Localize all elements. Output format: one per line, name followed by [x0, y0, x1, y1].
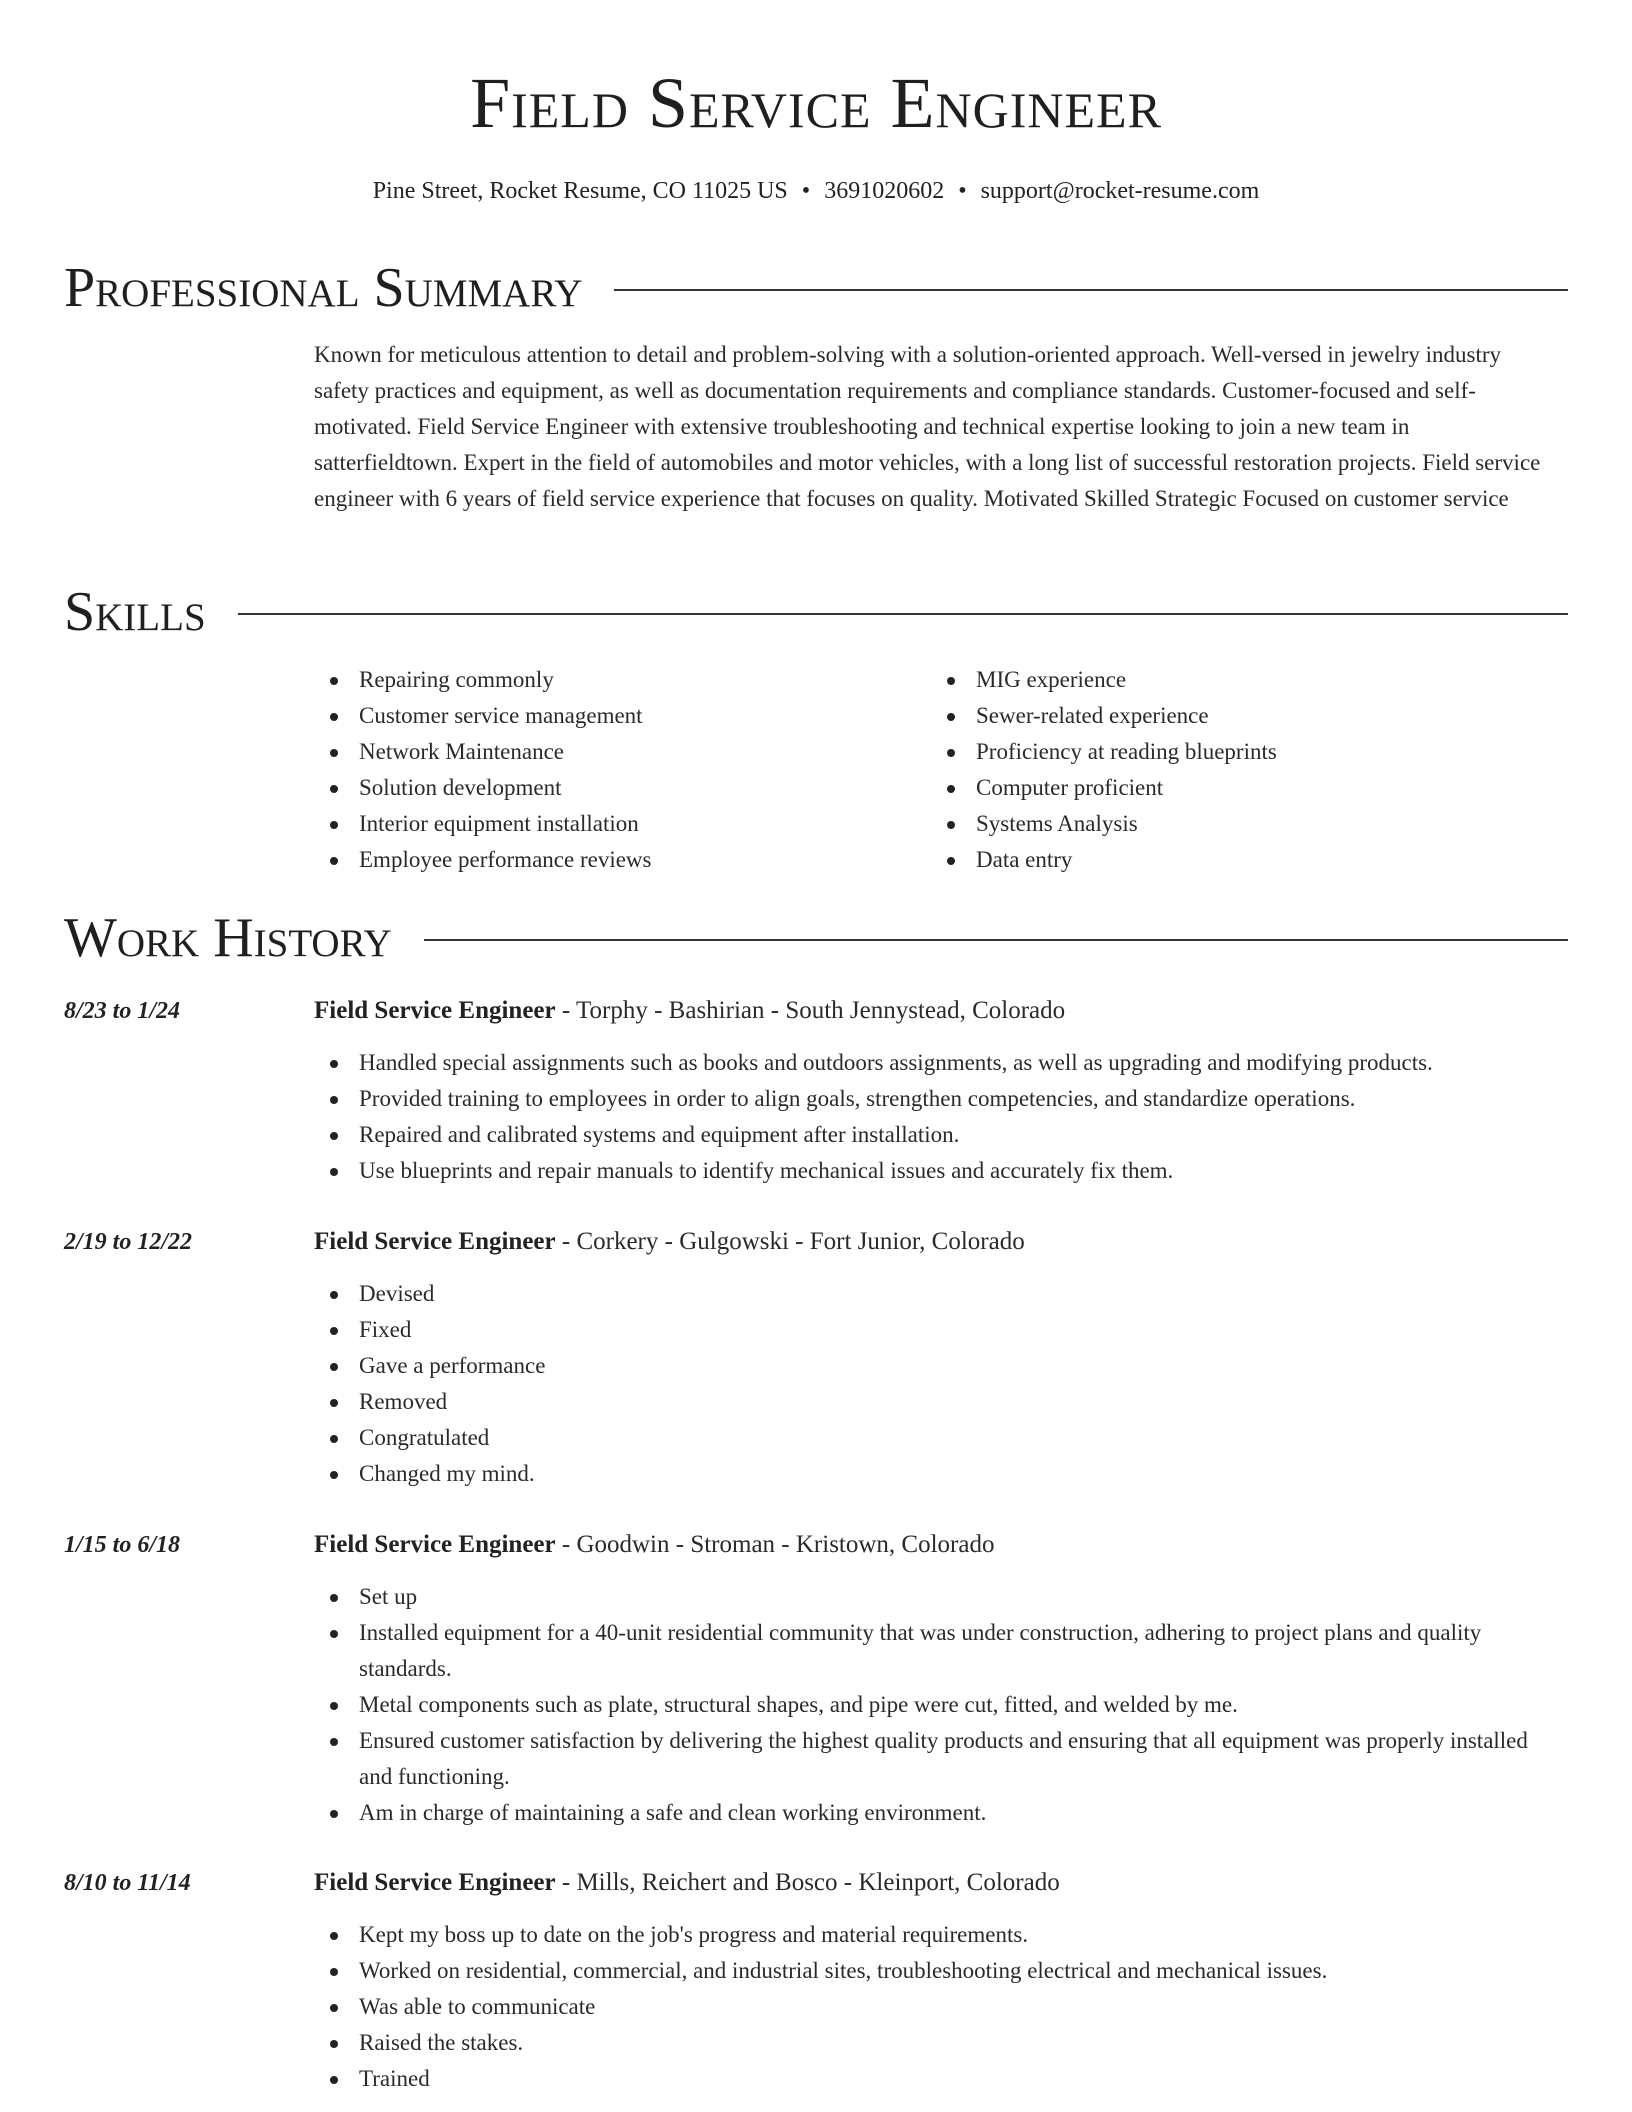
job-duty-item: Handled special assignments such as books and outdoors assignments, as well as upgrading and modifying products.: [314, 1045, 1554, 1081]
job-dates: 2/19 to 12/22: [64, 1229, 193, 1255]
job-employer: - Torphy - Bashirian - South Jennystead, Colorado: [555, 997, 1066, 1024]
contact-phone: 3691020602: [824, 178, 945, 204]
job-duty-item: Installed equipment for a 40-unit residential community that was under construction, adhering to project plans and quality standards.: [314, 1615, 1554, 1687]
job-heading: [314, 1527, 994, 1563]
job-role: Field Service Engineer: [314, 1869, 556, 1896]
skills-section-header: [64, 582, 1568, 642]
job-duty-item: Fixed: [314, 1312, 1554, 1348]
skill-item: Repairing commonly: [314, 662, 931, 698]
job-duty-item: Trained: [314, 2061, 1554, 2097]
contact-address: Pine Street, Rocket Resume, CO 11025 US: [372, 178, 788, 204]
skill-item: MIG experience: [931, 662, 1548, 698]
contact-email: support@rocket-resume.com: [980, 178, 1260, 204]
job-duty-item: Raised the stakes.: [314, 2025, 1554, 2061]
skill-item: Computer proficient: [931, 770, 1548, 806]
job-duty-item: Removed: [314, 1384, 1554, 1420]
skill-item: Data entry: [931, 842, 1548, 878]
contact-separator: •: [801, 178, 811, 204]
job-duty-item: Changed my mind.: [314, 1456, 1554, 1492]
skill-item: Solution development: [314, 770, 931, 806]
work-section-header: [64, 908, 1568, 968]
job-role: Field Service Engineer: [314, 1228, 556, 1255]
job-heading: [314, 993, 1065, 1029]
skill-item: Network Maintenance: [314, 734, 931, 770]
job-duty-item: Worked on residential, commercial, and industrial sites, troubleshooting electrical and mechanical issues.: [314, 1953, 1554, 1989]
job-duty-item: Congratulated: [314, 1420, 1554, 1456]
skills-column-right: [931, 662, 1548, 878]
contact-line: [0, 174, 1632, 208]
skill-item: Proficiency at reading blueprints: [931, 734, 1548, 770]
summary-text: Known for meticulous attention to detail and problem-solving with a solution-oriented approach. Well-versed in jewelry industry safety practices and equipment, as well as documentation requirements and compliance standards. Customer-focused and self-motivated. Field Service Engineer with extensive troubleshooting and technical expertise looking to join a new team in satterfieldtown. Expert in the field of automobiles and motor vehicles, with a long list of successful restoration projects. Field service engineer with 6 years of field service experience that focuses on quality. Motivated Skilled Strategic Focused on customer service: [314, 342, 1541, 511]
job-employer: - Mills, Reichert and Bosco - Kleinport, Colorado: [555, 1869, 1060, 1896]
job-duty-item: Am in charge of maintaining a safe and clean working environment.: [314, 1795, 1554, 1831]
job-role: Field Service Engineer: [314, 1531, 556, 1558]
skills-list: [314, 662, 1554, 878]
job-duty-item: Metal components such as plate, structural shapes, and pipe were cut, fitted, and welded by me.: [314, 1687, 1554, 1723]
job-duties: [314, 1276, 1554, 1492]
job-duty-item: Provided training to employees in order to align goals, strengthen competencies, and standardize operations.: [314, 1081, 1554, 1117]
summary-section-header: [64, 258, 1568, 318]
job-duty-item: Use blueprints and repair manuals to identify mechanical issues and accurately fix them.: [314, 1153, 1554, 1189]
job-role: Field Service Engineer: [314, 997, 556, 1024]
job-duties: [314, 1045, 1554, 1189]
skill-item: Sewer-related experience: [931, 698, 1548, 734]
job-duty-item: Repaired and calibrated systems and equipment after installation.: [314, 1117, 1554, 1153]
skill-item: Customer service management: [314, 698, 931, 734]
job-duty-item: Set up: [314, 1579, 1554, 1615]
job-heading: [314, 1224, 1025, 1260]
job-duty-item: Kept my boss up to date on the job's progress and material requirements.: [314, 1917, 1554, 1953]
job-heading: [314, 1865, 1060, 1901]
skills-column-left: [314, 662, 931, 878]
job-employer: - Goodwin - Stroman - Kristown, Colorado: [555, 1531, 995, 1558]
job-dates: 8/10 to 11/14: [64, 1870, 191, 1896]
job-duty-item: Gave a performance: [314, 1348, 1554, 1384]
skill-item: Systems Analysis: [931, 806, 1548, 842]
job-duties: [314, 1579, 1554, 1831]
skill-item: Interior equipment installation: [314, 806, 931, 842]
summary-heading: Professional Summary: [64, 257, 583, 319]
skills-heading: Skills: [64, 581, 206, 643]
resume-name-title: Field Service Engineer: [470, 63, 1162, 143]
job-dates: 1/15 to 6/18: [64, 1532, 181, 1558]
work-heading: Work History: [64, 907, 392, 969]
section-divider: [238, 613, 1568, 615]
skill-item: Employee performance reviews: [314, 842, 931, 878]
job-duties: [314, 1917, 1554, 2097]
contact-separator: •: [958, 178, 967, 204]
job-duty-item: Ensured customer satisfaction by delivering the highest quality products and ensuring that all equipment was properly installed and functioning.: [314, 1723, 1554, 1795]
section-divider: [614, 289, 1568, 291]
job-dates: 8/23 to 1/24: [64, 998, 181, 1024]
job-employer: - Corkery - Gulgowski - Fort Junior, Colorado: [555, 1228, 1025, 1255]
job-duty-item: Devised: [314, 1276, 1554, 1312]
job-duty-item: Was able to communicate: [314, 1989, 1554, 2025]
section-divider: [424, 939, 1568, 941]
